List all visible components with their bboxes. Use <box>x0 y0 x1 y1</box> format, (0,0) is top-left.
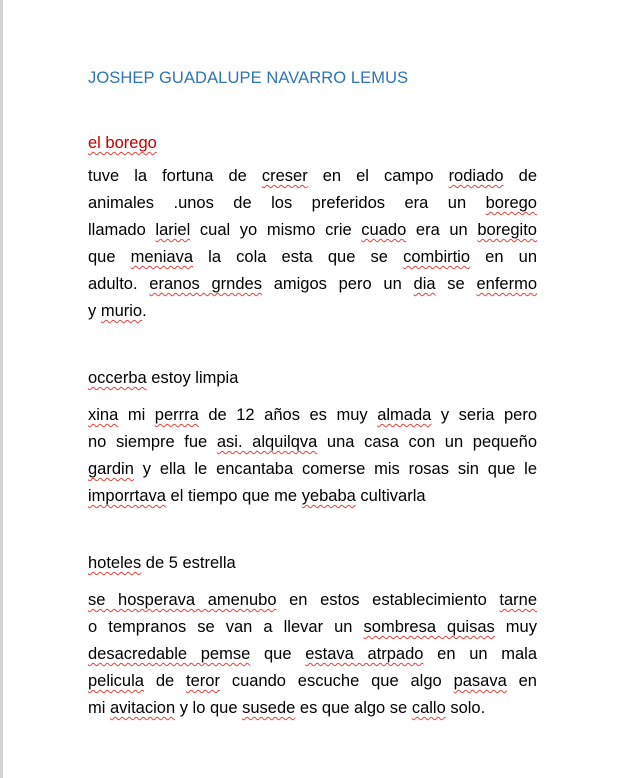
misspelled-word: perrra <box>154 406 199 424</box>
misspelled-word: lariel <box>155 221 191 239</box>
paragraph <box>88 402 537 510</box>
section-heading <box>88 134 157 153</box>
text-run: de <box>143 672 187 690</box>
misspelled-word: se hosperava amenubo <box>88 591 277 609</box>
paragraph <box>88 163 537 325</box>
misspelled-word: boregito <box>477 221 537 239</box>
paragraph-line <box>88 163 537 190</box>
text-run: de 12 años es muy <box>198 406 378 424</box>
text-run: mi <box>88 699 110 717</box>
misspelled-word: hoteles <box>88 554 142 572</box>
text-run: en estos establecimiento <box>276 591 500 609</box>
text-run: cual yo mismo crie <box>190 221 362 239</box>
misspelled-word: pelicula <box>88 672 144 690</box>
text-run: amigos pero un <box>261 275 414 293</box>
paragraph-line <box>88 587 537 614</box>
misspelled-word: dia <box>413 275 436 293</box>
text-run: se <box>435 275 477 293</box>
section-heading <box>88 554 236 573</box>
text-run: una casa con un pequeño <box>317 433 538 451</box>
text-run: animales .unos de los preferidos era un <box>88 194 486 212</box>
text-run: muy <box>494 618 537 636</box>
text-run: no siempre fue <box>88 433 217 451</box>
text-run: y seria pero <box>431 406 537 424</box>
misspelled-word: cuado <box>361 221 407 239</box>
misspelled-word: meniava <box>130 248 194 266</box>
misspelled-word: combirtio <box>403 248 471 266</box>
paragraph <box>88 587 537 722</box>
document-title: JOSHEP GUADALUPE NAVARRO LEMUS <box>88 69 409 87</box>
text-run: en <box>506 672 537 690</box>
misspelled-word: borego <box>485 194 537 212</box>
paragraph-line <box>88 217 537 244</box>
paragraph-line <box>88 298 537 325</box>
misspelled-word: enfermo <box>476 275 537 293</box>
text-run: en el campo <box>307 167 449 185</box>
misspelled-word: gardin <box>88 460 134 478</box>
misspelled-word: desacredable pemse <box>88 645 251 663</box>
text-run: mi <box>118 406 155 424</box>
text-run: cultivarla <box>355 487 426 505</box>
misspelled-word: imporrtava <box>88 487 166 505</box>
misspelled-word: avitacion <box>110 699 176 717</box>
misspelled-word: tarne <box>499 591 538 609</box>
text-run: y lo que <box>175 699 243 717</box>
misspelled-word: almada <box>377 406 432 424</box>
text-run: y ella le encantaba comerse mis rosas sin que le <box>133 460 537 478</box>
paragraph-line <box>88 695 537 722</box>
text-run: era un <box>406 221 478 239</box>
misspelled-word: murio <box>100 302 143 320</box>
text-run: tuve la fortuna de <box>88 167 262 185</box>
misspelled-word: occerba <box>88 369 147 387</box>
misspelled-word: creser <box>261 167 308 185</box>
misspelled-word: susede <box>242 699 296 717</box>
paragraph-line <box>88 429 537 456</box>
text-run: en un <box>470 248 537 266</box>
misspelled-word: xina <box>88 406 119 424</box>
text-run: llamado <box>88 221 156 239</box>
text-run: la cola esta que se <box>193 248 404 266</box>
paragraph-line <box>88 641 537 668</box>
heading-text: estoy limpia <box>146 369 239 387</box>
section-heading <box>88 369 238 388</box>
misspelled-word: asi. alquilqva <box>216 433 318 451</box>
heading-text: el borego <box>88 134 157 152</box>
paragraph-line <box>88 456 537 483</box>
heading-text: de 5 estrella <box>141 554 236 572</box>
paragraph-line <box>88 271 537 298</box>
misspelled-word: pasava <box>453 672 507 690</box>
text-run: . <box>142 302 147 320</box>
text-run: es que algo se <box>295 699 412 717</box>
paragraph-line <box>88 668 537 695</box>
paragraph-line <box>88 190 537 217</box>
text-run: cuando escuche que algo <box>219 672 454 690</box>
text-run: adulto. <box>88 275 150 293</box>
text-run: solo. <box>445 699 486 717</box>
misspelled-word: eranos grndes <box>149 275 262 293</box>
misspelled-word: rodiado <box>448 167 504 185</box>
text-run: el tiempo que me <box>165 487 302 505</box>
text-run: que <box>250 645 306 663</box>
page-left-border <box>0 0 3 778</box>
text-run: y <box>88 302 101 320</box>
text-run: en un mala <box>423 645 537 663</box>
text-run: que <box>88 248 131 266</box>
paragraph-line <box>88 402 537 429</box>
misspelled-word: teror <box>186 672 220 690</box>
text-run: de <box>503 167 537 185</box>
paragraph-line <box>88 614 537 641</box>
misspelled-word: estava atrpado <box>305 645 424 663</box>
misspelled-word: sombresa quisas <box>363 618 495 636</box>
paragraph-line <box>88 483 537 510</box>
misspelled-word: callo <box>411 699 446 717</box>
paragraph-line <box>88 244 537 271</box>
misspelled-word: yebaba <box>301 487 356 505</box>
text-run: o tempranos se van a llevar un <box>88 618 364 636</box>
